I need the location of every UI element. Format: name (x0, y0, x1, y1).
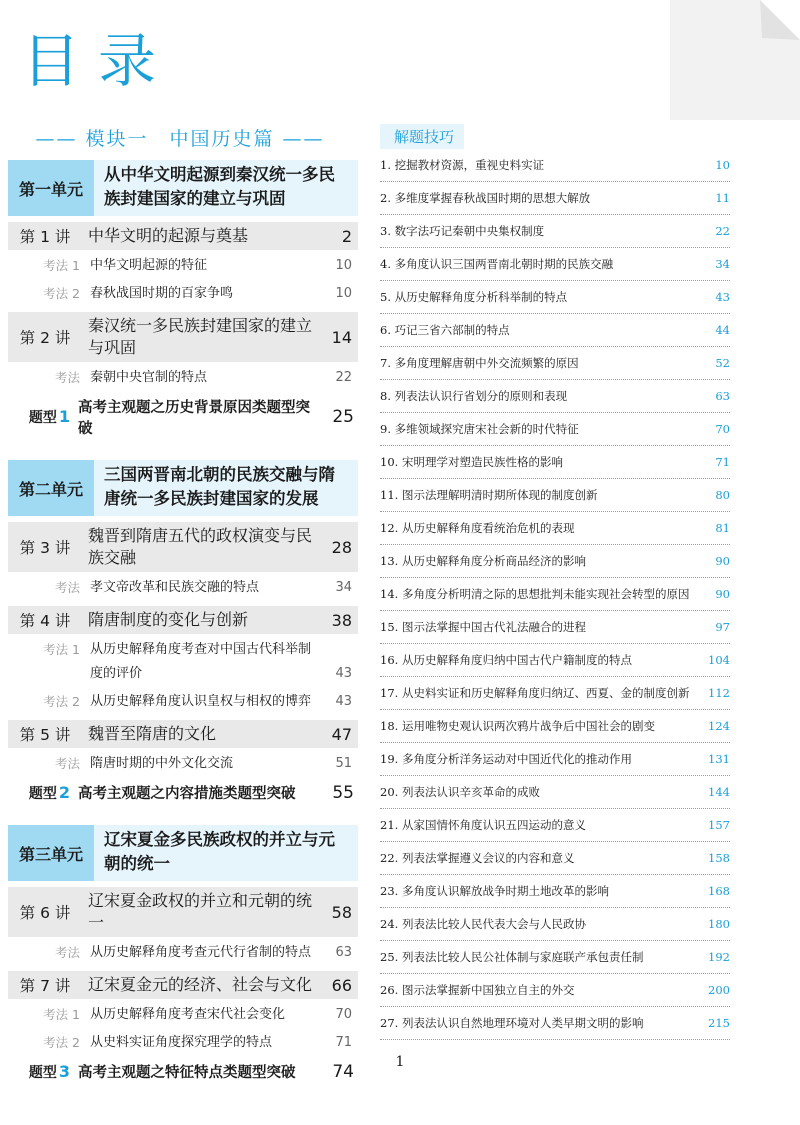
page-curl-decoration (650, 0, 800, 120)
method-page: 34 (335, 580, 352, 595)
lecture-title: 魏晋到隋唐五代的政权演变与民族交融 (88, 526, 313, 567)
method-number: 考法 1 (43, 642, 80, 657)
lecture-number: 第 6 讲 (19, 904, 71, 922)
skill-title: 18. 运用唯物史观认识两次鸦片战争后中国社会的剧变 (380, 719, 655, 733)
method-page: 70 (335, 1007, 352, 1022)
skill-entry[interactable] (380, 809, 730, 842)
skill-title: 25. 列表法比较人民公社体制与家庭联产承包责任制 (380, 950, 644, 964)
method-number: 考法 2 (43, 1035, 80, 1050)
skill-entry[interactable] (380, 644, 730, 677)
method-number: 考法 (54, 945, 80, 960)
skill-title: 12. 从历史解释角度看统治危机的表现 (380, 521, 575, 535)
skill-entry[interactable] (380, 215, 730, 248)
skill-page: 90 (715, 587, 730, 601)
unit-header[interactable] (8, 825, 358, 881)
method-entry[interactable] (8, 690, 358, 714)
skill-entry[interactable] (380, 479, 730, 512)
skill-page: 131 (708, 752, 730, 766)
lecture-page: 38 (331, 610, 352, 630)
lecture-page: 47 (331, 724, 352, 744)
skill-page: 11 (715, 191, 730, 205)
question-type-page: 55 (332, 782, 354, 803)
method-page: 22 (335, 370, 352, 385)
method-entry[interactable] (8, 1031, 358, 1055)
lecture-entry[interactable] (8, 312, 358, 362)
method-entry[interactable] (8, 576, 358, 600)
skill-title: 14. 多角度分析明清之际的思想批判未能实现社会转型的原因 (380, 587, 690, 601)
skill-entry[interactable] (380, 578, 730, 611)
skill-title: 21. 从家国情怀角度认识五四运动的意义 (380, 818, 586, 832)
skills-list (380, 149, 730, 1040)
method-title: 从历史解释角度认识皇权与相权的博弈 (90, 694, 312, 709)
method-number: 考法 (54, 756, 80, 771)
method-title: 孝文帝改革和民族交融的特点 (90, 580, 260, 595)
method-page: 10 (335, 286, 352, 301)
method-number: 考法 1 (43, 1007, 80, 1022)
skill-title: 6. 巧记三省六部制的特点 (380, 323, 510, 337)
question-type-prefix: 题型 (28, 785, 57, 802)
skill-page: 63 (715, 389, 730, 403)
lecture-entry[interactable] (8, 222, 358, 250)
skill-title: 7. 多角度理解唐朝中外交流频繁的原因 (380, 356, 579, 370)
method-page: 71 (335, 1035, 352, 1050)
skill-page: 158 (708, 851, 730, 865)
toc-right-column (380, 124, 730, 1040)
lecture-title: 辽宋夏金元的经济、社会与文化 (88, 975, 313, 994)
skill-title: 2. 多维度掌握春秋战国时期的思想大解放 (380, 191, 591, 205)
unit-header[interactable] (8, 460, 358, 516)
skill-entry[interactable] (380, 743, 730, 776)
skill-page: 112 (708, 686, 730, 700)
question-type-title: 高考主观题之特征特点类题型突破 (78, 1065, 296, 1081)
method-page: 51 (335, 756, 352, 771)
skill-title: 10. 宋明理学对塑造民族性格的影响 (380, 455, 563, 469)
skill-entry[interactable] (380, 512, 730, 545)
skill-entry[interactable] (380, 347, 730, 380)
skill-page: 22 (715, 224, 730, 238)
skills-heading: 解题技巧 (380, 124, 464, 149)
skill-page: 157 (708, 818, 730, 832)
lecture-title: 辽宋夏金政权的并立和元朝的统一 (88, 891, 313, 932)
unit-label: 第三单元 (8, 825, 94, 881)
skill-title: 23. 多角度认识解放战争时期土地改革的影响 (380, 884, 609, 898)
method-entry[interactable] (8, 254, 358, 278)
question-type-entry[interactable] (8, 782, 358, 803)
question-type-prefix: 题型 (28, 1064, 57, 1081)
lecture-title: 秦汉统一多民族封建国家的建立与巩固 (88, 316, 313, 357)
skill-title: 15. 图示法掌握中国古代礼法融合的进程 (380, 620, 586, 634)
question-type-page: 25 (332, 407, 354, 427)
question-type-number (8, 407, 78, 427)
question-type-page: 74 (332, 1061, 354, 1082)
skill-page: 10 (715, 158, 730, 172)
skill-entry[interactable] (380, 149, 730, 182)
unit-label: 第二单元 (8, 460, 94, 516)
skill-entry[interactable] (380, 380, 730, 413)
lecture-page: 2 (341, 226, 352, 246)
skill-title: 4. 多角度认识三国两晋南北朝时期的民族交融 (380, 257, 614, 271)
skill-page: 215 (708, 1016, 730, 1030)
method-title: 从史料实证角度探究理学的特点 (90, 1035, 273, 1050)
skill-page: 81 (715, 521, 730, 535)
skill-title: 11. 图示法理解明清时期所体现的制度创新 (380, 488, 598, 502)
lecture-number: 第 2 讲 (19, 329, 71, 347)
skill-page: 192 (708, 950, 730, 964)
skill-title: 9. 多维领域探究唐宋社会新的时代特征 (380, 422, 579, 436)
skill-title: 22. 列表法掌握遵义会议的内容和意义 (380, 851, 575, 865)
page-number: 1 (395, 1054, 405, 1070)
method-entry[interactable] (8, 752, 358, 776)
skill-title: 3. 数字法巧记秦朝中央集权制度 (380, 224, 545, 238)
skill-entry[interactable] (380, 248, 730, 281)
page-title: 目录 (22, 27, 175, 95)
lecture-number: 第 7 讲 (19, 977, 71, 995)
skill-page: 180 (708, 917, 730, 931)
skill-entry[interactable] (380, 446, 730, 479)
skill-entry[interactable] (380, 908, 730, 941)
lecture-title: 中华文明的起源与奠基 (88, 226, 249, 245)
skill-title: 5. 从历史解释角度分析科举制的特点 (380, 290, 568, 304)
unit-title: 从中华文明起源到秦汉统一多民族封建国家的建立与巩固 (94, 160, 358, 216)
skill-entry[interactable] (380, 182, 730, 215)
lecture-page: 66 (331, 975, 352, 995)
method-page: 63 (335, 945, 352, 960)
skill-entry[interactable] (380, 413, 730, 446)
lecture-page: 28 (331, 537, 352, 557)
skill-page: 200 (708, 983, 730, 997)
method-page: 10 (335, 258, 352, 273)
skill-entry[interactable] (380, 611, 730, 644)
unit-label: 第一单元 (8, 160, 94, 216)
method-entry[interactable] (8, 941, 358, 965)
lecture-number: 第 4 讲 (19, 612, 71, 630)
skill-title: 20. 列表法认识辛亥革命的成败 (380, 785, 540, 799)
skill-title: 16. 从历史解释角度归纳中国古代户籍制度的特点 (380, 653, 632, 667)
lecture-entry[interactable] (8, 971, 358, 999)
method-title: 秦朝中央官制的特点 (90, 370, 208, 385)
skill-title: 8. 列表法认识行省划分的原则和表现 (380, 389, 568, 403)
toc-left-column (8, 160, 358, 1082)
method-number: 考法 2 (43, 286, 80, 301)
skill-page: 43 (715, 290, 730, 304)
skill-entry[interactable] (380, 545, 730, 578)
method-title: 中华文明起源的特征 (90, 258, 208, 273)
method-page: 43 (335, 666, 352, 681)
unit-header[interactable] (8, 160, 358, 216)
skill-entry[interactable] (380, 281, 730, 314)
skill-entry[interactable] (380, 776, 730, 809)
lecture-page: 58 (331, 902, 352, 922)
unit-title: 三国两晋南北朝的民族交融与隋唐统一多民族封建国家的发展 (94, 460, 358, 516)
question-type-prefix: 题型 (28, 410, 57, 426)
lecture-entry[interactable] (8, 720, 358, 748)
skill-page: 70 (715, 422, 730, 436)
method-title: 隋唐时期的中外文化交流 (90, 756, 234, 771)
skill-entry[interactable] (380, 1007, 730, 1040)
method-title: 从历史解释角度考查元代行省制的特点 (90, 945, 312, 960)
skill-page: 44 (715, 323, 730, 337)
module-title: —— 模块一 中国历史篇 —— (35, 128, 325, 150)
lecture-entry[interactable] (8, 887, 358, 937)
question-type-number (8, 783, 78, 803)
lecture-number: 第 1 讲 (19, 228, 71, 246)
unit-title: 辽宋夏金多民族政权的并立与元朝的统一 (94, 825, 358, 881)
skill-title: 24. 列表法比较人民代表大会与人民政协 (380, 917, 586, 931)
question-type-title: 高考主观题之历史背景原因类题型突破 (78, 400, 310, 437)
skill-page: 168 (708, 884, 730, 898)
method-entry[interactable] (8, 366, 358, 390)
question-type-title: 高考主观题之内容措施类题型突破 (78, 786, 296, 802)
skill-page: 124 (708, 719, 730, 733)
skill-page: 144 (708, 785, 730, 799)
lecture-title: 隋唐制度的变化与创新 (88, 610, 249, 629)
skill-title: 27. 列表法认识自然地理环境对人类早期文明的影响 (380, 1016, 644, 1030)
method-number: 考法 1 (43, 258, 80, 273)
skill-page: 71 (715, 455, 730, 469)
skill-entry[interactable] (380, 941, 730, 974)
skill-entry[interactable] (380, 875, 730, 908)
skill-title: 19. 多角度分析洋务运动对中国近代化的推动作用 (380, 752, 632, 766)
skill-page: 104 (708, 653, 730, 667)
skill-page: 80 (715, 488, 730, 502)
method-number: 考法 (54, 580, 80, 595)
skill-entry[interactable] (380, 842, 730, 875)
question-type-index: 2 (58, 782, 70, 802)
skill-entry[interactable] (380, 974, 730, 1007)
question-type-index: 3 (58, 1061, 70, 1081)
method-page: 43 (335, 694, 352, 709)
method-number: 考法 (54, 370, 80, 385)
lecture-page: 14 (331, 327, 352, 347)
skill-title: 17. 从史料实证和历史解释角度归纳辽、西夏、金的制度创新 (380, 686, 690, 700)
skill-entry[interactable] (380, 677, 730, 710)
skill-page: 90 (715, 554, 730, 568)
question-type-index: 1 (58, 407, 70, 426)
method-title: 从历史解释角度考查对中国古代科举制度的评价 (90, 642, 312, 681)
lecture-entry[interactable] (8, 606, 358, 634)
method-title: 春秋战国时期的百家争鸣 (90, 286, 234, 301)
method-entry[interactable] (8, 1003, 358, 1027)
method-title: 从历史解释角度考查宋代社会变化 (90, 1007, 286, 1022)
lecture-number: 第 3 讲 (19, 539, 71, 557)
lecture-number: 第 5 讲 (19, 726, 71, 744)
skill-page: 52 (715, 356, 730, 370)
method-entry[interactable] (8, 638, 358, 686)
skill-title: 26. 图示法掌握新中国独立自主的外交 (380, 983, 575, 997)
skill-page: 97 (715, 620, 730, 634)
skill-entry[interactable] (380, 314, 730, 347)
method-entry[interactable] (8, 282, 358, 306)
lecture-title: 魏晋至隋唐的文化 (88, 724, 217, 743)
skill-title: 13. 从历史解释角度分析商品经济的影响 (380, 554, 586, 568)
lecture-entry[interactable] (8, 522, 358, 572)
method-number: 考法 2 (43, 694, 80, 709)
skill-page: 34 (715, 257, 730, 271)
skill-entry[interactable] (380, 710, 730, 743)
question-type-entry[interactable] (8, 396, 358, 438)
skill-title: 1. 挖掘教材资源，重视史料实证 (380, 158, 545, 172)
